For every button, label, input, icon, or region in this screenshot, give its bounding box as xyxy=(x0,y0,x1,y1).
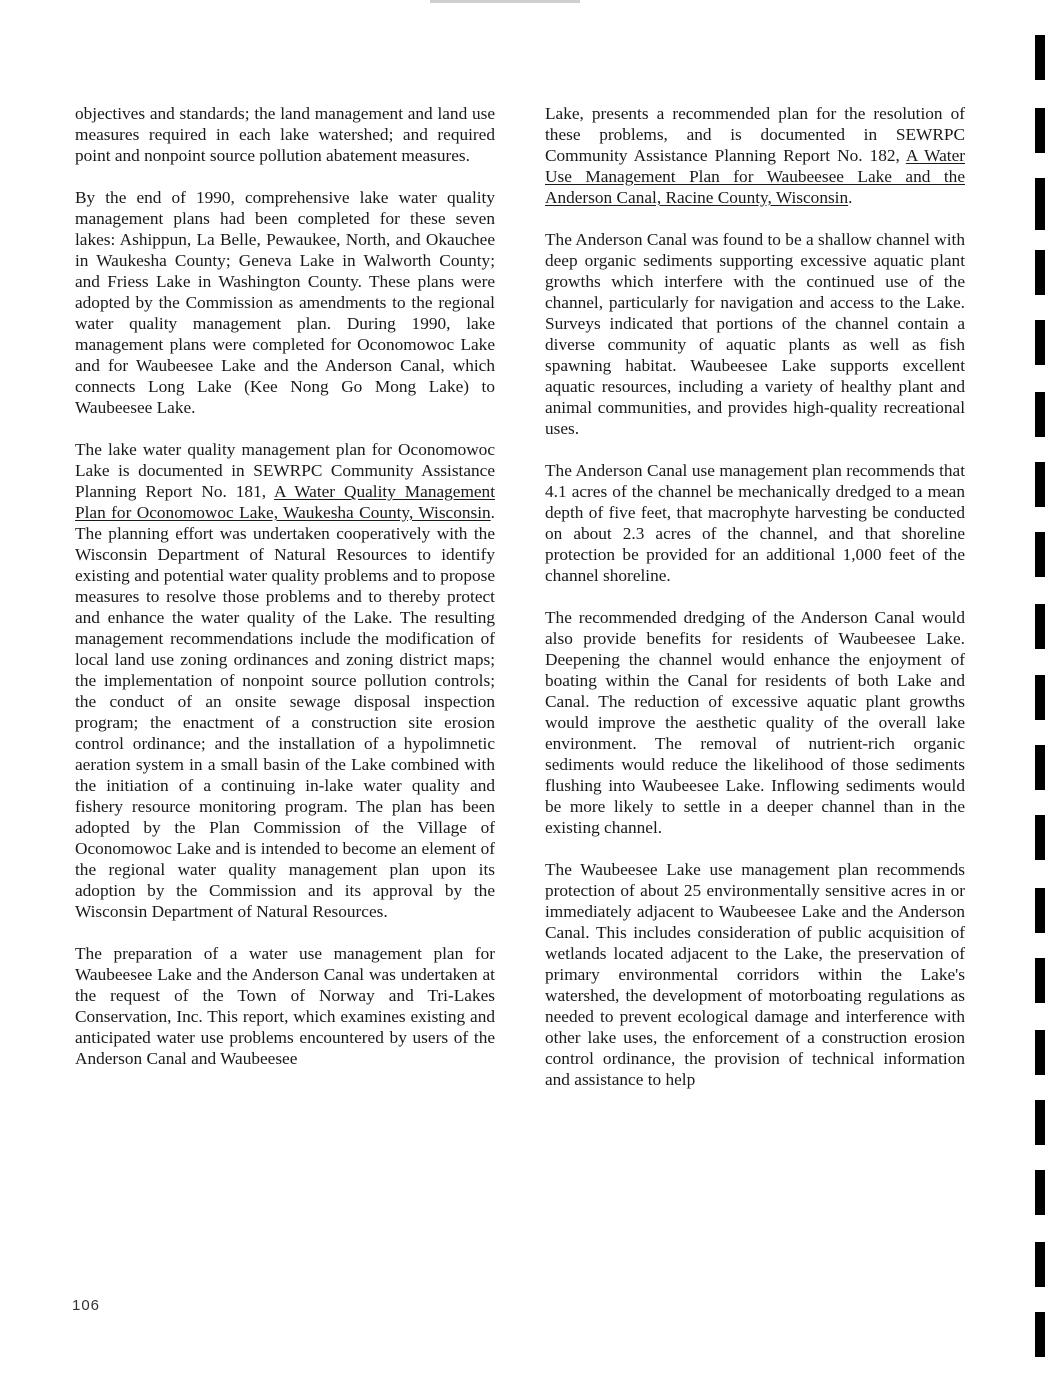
left-paragraph-2: By the end of 1990, comprehensive lake water quality management plans had been completed for these seven lakes: Ashippun, La Belle, Pewaukee, North, and Okauchee in Waukesha County; Geneva Lake in Walworth County; and Friess Lake in Washington County. These plans were adopted by the Commission as amendments to the regional water quality management plan. During 1990, lake management plans were completed for Oconomowoc Lake and for Waubeesee Lake and the Anderson Canal, which connects Long Lake (Kee Nong Go Mong Lake) to Waubeesee Lake. xyxy=(75,188,495,417)
report-182-title: A Water Use Management Plan for Waubeesee Lake and the Anderson Canal, Racine County, Wisconsin xyxy=(545,146,965,207)
edge-mark xyxy=(1035,1170,1045,1215)
edge-mark xyxy=(1035,392,1045,437)
edge-mark xyxy=(1035,745,1045,790)
edge-mark xyxy=(1035,532,1045,577)
left-column xyxy=(75,103,495,1090)
right-paragraph-2: The Anderson Canal was found to be a shallow channel with deep organic sediments supporting excessive aquatic plant growths which interfere with the continued use of the channel, particularly for navigation and access to the Lake. Surveys indicated that portions of the channel contain a diverse community of aquatic plants as well as fish spawning habitat. Waubeesee Lake supports excellent aquatic resources, including a variety of healthy plant and animal communities, and provides high-quality recreational uses. xyxy=(545,230,965,438)
left-paragraph-3-intro: The lake water quality management plan for Oconomowoc Lake is documented in SEWRPC Community Assistance Planning Report No. 181, xyxy=(75,440,495,501)
right-paragraph-1-intro: Lake, presents a recommended plan for the resolution of these problems, and is documented in SEWRPC Community Assistance Planning Report No. 182, xyxy=(545,104,965,165)
edge-mark xyxy=(1035,675,1045,720)
edge-mark xyxy=(1035,250,1045,295)
edge-mark xyxy=(1035,1242,1045,1287)
edge-mark xyxy=(1035,462,1045,507)
left-paragraph-3 xyxy=(75,439,495,922)
edge-mark xyxy=(1035,604,1045,649)
right-column xyxy=(545,103,965,1111)
right-paragraph-1-end: . xyxy=(848,188,853,207)
right-paragraph-4: The recommended dredging of the Anderson Canal would also provide benefits for residents of Waubeesee Lake. Deepening the channel would enhance the enjoyment of boating within the Canal for residents of both Lake and Canal. The reduction of excessive aquatic plant growths would improve the aesthetic quality of the overall lake environment. The removal of nutrient-rich organic sediments would reduce the likelihood of those sediments flushing into Waubeesee Lake. Inflowing sediments would be more likely to settle in a deeper channel than in the existing channel. xyxy=(545,608,965,837)
left-paragraph-1: objectives and standards; the land management and land use measures required in each lake watershed; and required point and nonpoint source pollution abatement measures. xyxy=(75,104,495,165)
edge-mark xyxy=(1035,108,1045,153)
edge-mark xyxy=(1035,35,1045,80)
right-paragraph-1 xyxy=(545,103,965,208)
edge-mark xyxy=(1035,178,1045,230)
edge-mark xyxy=(1035,958,1045,1003)
edge-mark xyxy=(1035,320,1045,365)
right-paragraph-5: The Waubeesee Lake use management plan recommends protection of about 25 environmentally sensitive acres in or immediately adjacent to Waubeesee Lake and the Anderson Canal. This includes consideration of public acquisition of wetlands located adjacent to the Lake, the preservation of primary environmental corridors within the Lake's watershed, the development of motorboating regulations as needed to prevent ecological damage and interference with other lake uses, the enforcement of a construction erosion control ordinance, the provision of technical information and assistance to help xyxy=(545,860,965,1089)
left-paragraph-3-body: . The planning effort was undertaken cooperatively with the Wisconsin Department of Natural Resources to identify existing and potential water quality problems and to propose measures to resolve those problems and to thereby protect and enhance the water quality of the Lake. The resulting management recommendations include the modification of local land use zoning ordinances and zoning district maps; the implementation of nonpoint source pollution controls; the conduct of an onsite sewage disposal inspection program; the enactment of a construction site erosion control ordinance; and the installation of a hypolimnetic aeration system in a small basin of the Lake combined with the initiation of a continuing in-lake water quality and fishery resource monitoring program. The plan has been adopted by the Plan Commission of the Village of Oconomowoc Lake and is intended to become an element of the regional water quality management plan upon its adoption by the Commission and its approval by the Wisconsin Department of Natural Resources. xyxy=(75,503,495,921)
edge-mark xyxy=(1035,888,1045,933)
right-paragraph-3: The Anderson Canal use management plan recommends that 4.1 acres of the channel be mechanically dredged to a mean depth of five feet, that macrophyte harvesting be conducted on about 2.3 acres of the channel, and that shoreline protection be provided for an additional 1,000 feet of the channel shoreline. xyxy=(545,461,965,585)
edge-mark xyxy=(1035,1100,1045,1145)
edge-mark xyxy=(1035,1030,1045,1075)
edge-mark xyxy=(1035,815,1045,860)
page-number: 106 xyxy=(72,1297,101,1314)
edge-mark xyxy=(1035,1312,1045,1357)
left-paragraph-4: The preparation of a water use management plan for Waubeesee Lake and the Anderson Canal was undertaken at the request of the Town of Norway and Tri-Lakes Conservation, Inc. This report, which examines existing and anticipated water use problems encountered by users of the Anderson Canal and Waubeesee xyxy=(75,944,495,1068)
header-scan-mark xyxy=(430,0,580,3)
report-181-title: A Water Quality Management Plan for Oconomowoc Lake, Waukesha County, Wisconsin xyxy=(75,482,495,522)
